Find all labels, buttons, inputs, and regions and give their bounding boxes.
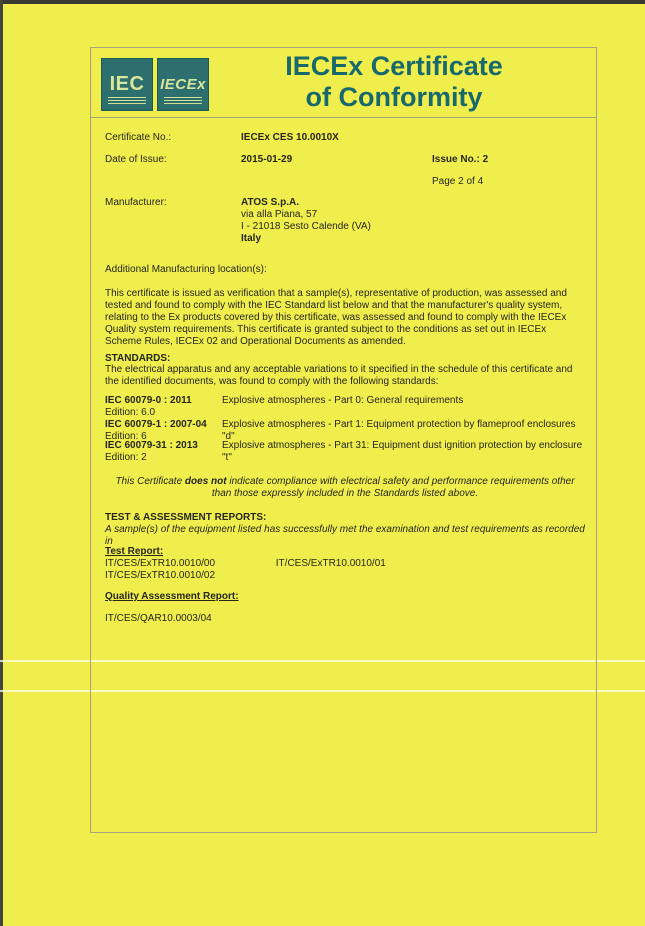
reports-intro: A sample(s) of the equipment listed has successfully met the examination and test requirements as recorded in — [105, 524, 585, 547]
iecex-logo-icon — [157, 58, 209, 111]
standard-edition: Edition: 2 — [105, 452, 147, 463]
standard-row — [105, 440, 589, 464]
iec-logo-stripes — [108, 97, 146, 104]
standards-heading: STANDARDS: — [105, 353, 171, 364]
certificate-no-label: Certificate No.: — [105, 132, 172, 143]
manufacturer-address — [241, 197, 371, 245]
standard-description: Explosive atmospheres - Part 31: Equipment dust ignition protection by enclosure "t" — [222, 440, 583, 463]
verification-paragraph: This certificate is issued as verification that a sample(s), representative of production, was assessed and tested and found to comply with the IEC Standard list below and that the manufacturer's quality system, relating to the Ex products covered by this certificate, was assessed and found to comply with the IECEx Quality system requirements. This certificate is granted subject to the conditions as set out in IECEx Scheme Rules, IECEx 02 and Operational Documents as amended. — [105, 288, 567, 347]
quality-assessment-report-label: Quality Assessment Report: — [105, 591, 239, 602]
additional-locations-label: Additional Manufacturing location(s): — [105, 264, 267, 275]
standard-edition: Edition: 6.0 — [105, 407, 156, 418]
page-title-line2: of Conformity — [305, 82, 483, 112]
standards-intro: The electrical apparatus and any acceptable variations to it specified in the schedule of this certificate and the identified documents, was found to comply with the following standards: — [105, 364, 573, 387]
page-title — [224, 51, 564, 113]
standard-code-block — [105, 440, 222, 464]
test-report-label: Test Report: — [105, 546, 164, 557]
certificate-page — [90, 47, 597, 833]
disclaimer-emphasis: does not — [184, 476, 227, 487]
issue-no: Issue No.: 2 — [432, 154, 489, 165]
standard-row — [105, 395, 589, 419]
date-of-issue-label: Date of Issue: — [105, 154, 167, 165]
reports-heading: TEST & ASSESSMENT REPORTS: — [105, 512, 267, 523]
disclaimer-post: indicate compliance with electrical safety and performance requirements other than those expressly included in the Standards listed above. — [211, 476, 575, 499]
disclaimer — [105, 476, 585, 500]
manufacturer-name: ATOS S.p.A. — [241, 197, 299, 208]
disclaimer-pre: This Certificate — [115, 476, 185, 487]
page-title-line1: IECEx Certificate — [285, 51, 503, 81]
standard-edition: Edition: 6 — [105, 431, 147, 442]
certificate-no-value: IECEx CES 10.0010X — [241, 132, 339, 143]
certificate-header — [91, 48, 596, 118]
quality-assessment-report-number: IT/CES/QAR10.0003/04 — [105, 613, 212, 624]
standard-description: Explosive atmospheres - Part 1: Equipment protection by flameproof enclosures "d" — [222, 419, 576, 442]
logo-group — [101, 58, 209, 111]
manufacturer-city: I - 21018 Sesto Calende (VA) — [241, 221, 371, 232]
iecex-logo-stripes — [164, 97, 202, 104]
test-report-number: IT/CES/ExTR10.0010/01 — [275, 558, 386, 569]
test-report-list — [105, 558, 589, 582]
standard-code: IEC 60079-1 : 2007-04 — [105, 419, 207, 430]
iecex-logo-text: IECEx — [160, 76, 206, 93]
scan-edge-top — [0, 0, 645, 4]
test-report-number: IT/CES/ExTR10.0010/00 — [105, 558, 216, 569]
iec-logo-text: IEC — [109, 73, 145, 95]
manufacturer-country: Italy — [241, 233, 262, 244]
iec-logo-icon — [101, 58, 153, 111]
date-of-issue-value: 2015-01-29 — [241, 154, 293, 165]
manufacturer-street: via alla Piana, 57 — [241, 209, 318, 220]
test-report-number: IT/CES/ExTR10.0010/02 — [105, 570, 216, 581]
standard-code-block — [105, 395, 222, 419]
manufacturer-label: Manufacturer: — [105, 197, 167, 208]
standard-code: IEC 60079-31 : 2013 — [105, 440, 198, 451]
standard-description: Explosive atmospheres - Part 0: General requirements — [222, 395, 464, 406]
page-number: Page 2 of 4 — [432, 176, 484, 187]
scan-edge-left — [0, 0, 3, 926]
standard-code: IEC 60079-0 : 2011 — [105, 395, 192, 406]
